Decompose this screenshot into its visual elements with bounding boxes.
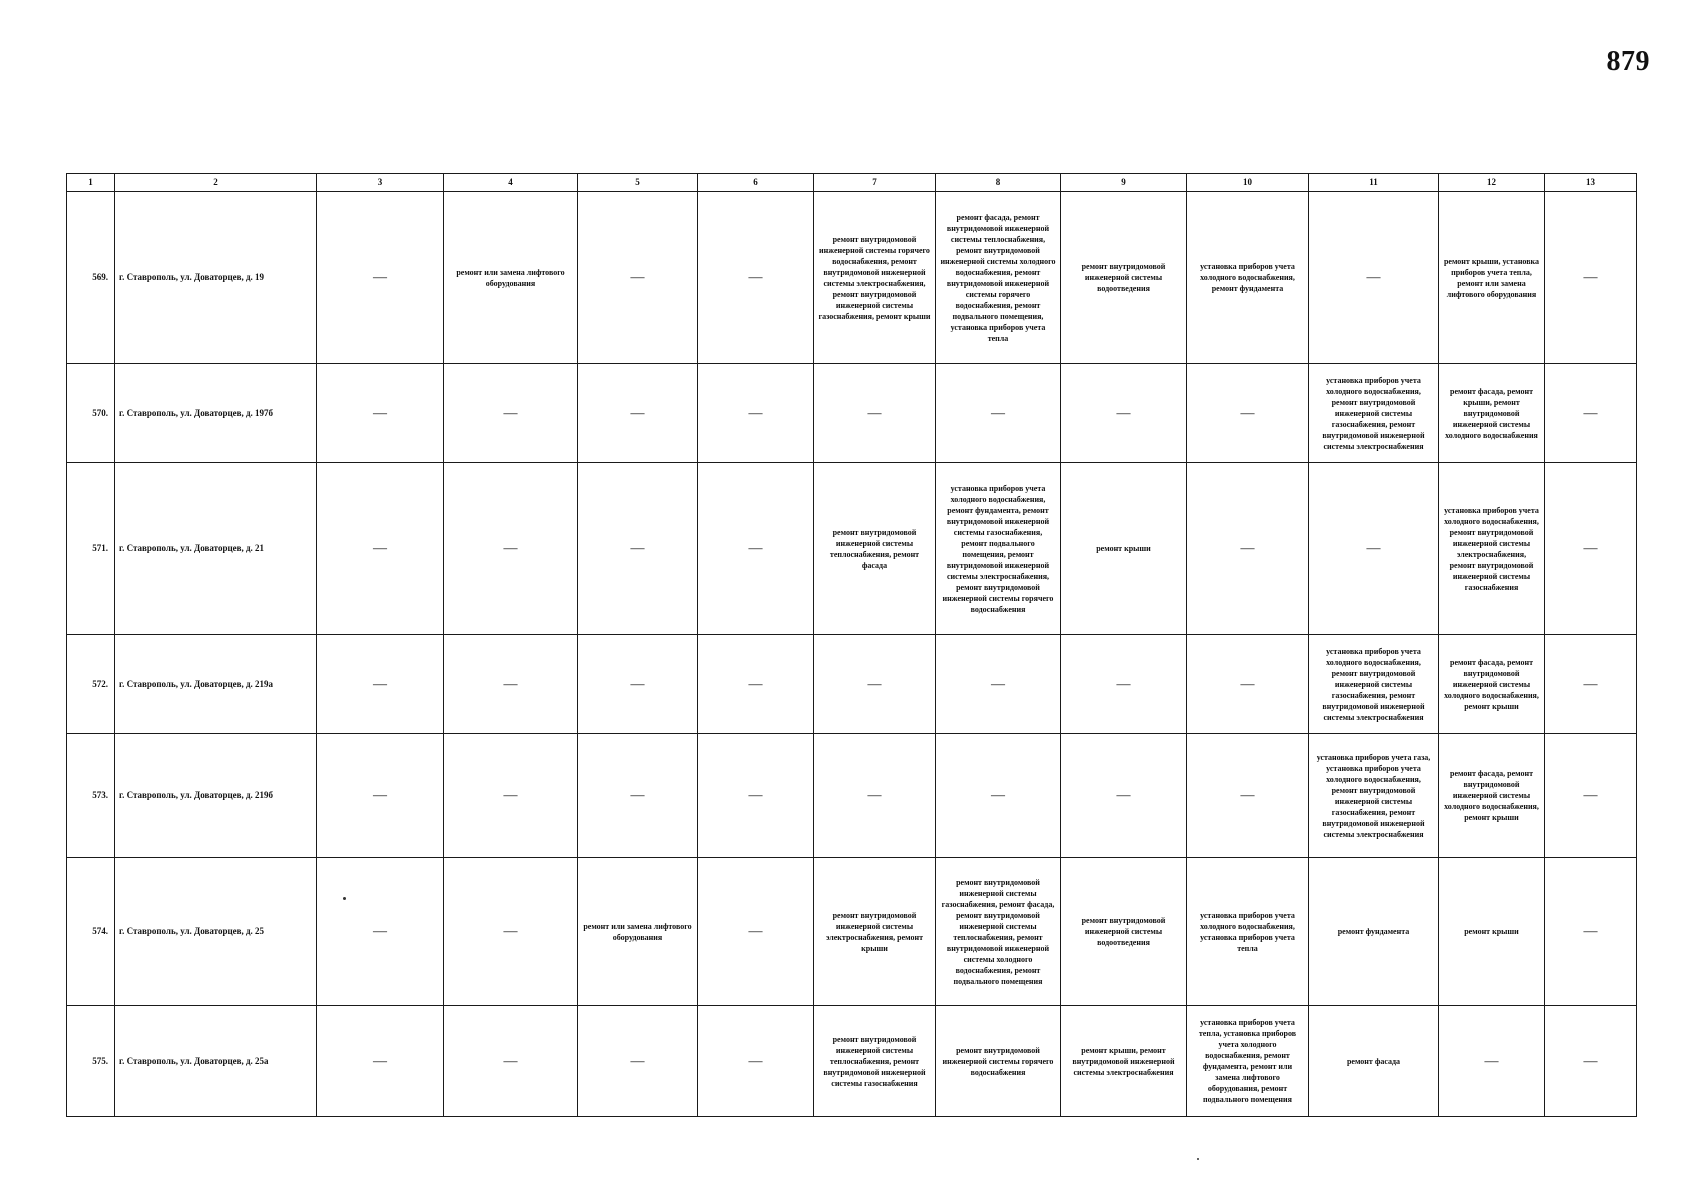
cell-col-12: ремонт крыши, установка приборов учета тепла, ремонт или замена лифтового оборудования	[1439, 192, 1545, 364]
cell-col-7: —	[814, 635, 936, 734]
cell-col-9: —	[1061, 734, 1187, 858]
cell-col-11: установка приборов учета холодного водоснабжения, ремонт внутридомовой инженерной системы газоснабжения, ремонт внутридомовой инженерной системы электроснабжения	[1309, 364, 1439, 463]
cell-col-4: —	[444, 463, 578, 635]
table-row	[67, 635, 1637, 734]
cell-col-4: —	[444, 858, 578, 1006]
cell-col-4: —	[444, 364, 578, 463]
cell-col-10: —	[1187, 635, 1309, 734]
cell-col-10: —	[1187, 463, 1309, 635]
cell-col-3: —	[317, 635, 444, 734]
cell-col-13: —	[1545, 858, 1637, 1006]
cell-col-11: ремонт фундамента	[1309, 858, 1439, 1006]
cell-col-5: —	[578, 1006, 698, 1117]
cell-col-3: —	[317, 364, 444, 463]
column-header: 1	[67, 174, 115, 192]
table-row	[67, 192, 1637, 364]
column-number-row	[67, 174, 1637, 192]
cell-col-13: —	[1545, 364, 1637, 463]
repair-program-table	[66, 173, 1637, 1117]
cell-col-5: —	[578, 635, 698, 734]
cell-col-11: ремонт фасада	[1309, 1006, 1439, 1117]
page-number: 879	[1606, 46, 1650, 77]
cell-col-9: ремонт крыши, ремонт внутридомовой инженерной системы электроснабжения	[1061, 1006, 1187, 1117]
table-row	[67, 734, 1637, 858]
cell-col-11: —	[1309, 463, 1439, 635]
cell-col-9: —	[1061, 635, 1187, 734]
cell-col-7: ремонт внутридомовой инженерной системы теплоснабжения, ремонт внутридомовой инженерной системы газоснабжения	[814, 1006, 936, 1117]
column-header: 6	[698, 174, 814, 192]
cell-col-9: —	[1061, 364, 1187, 463]
cell-col-8: ремонт фасада, ремонт внутридомовой инженерной системы теплоснабжения, ремонт внутридомовой инженерной системы холодного водоснабжения, ремонт внутридомовой инженерной системы горячего водоснабжения, ремонт подвального помещения, установка приборов учета тепла	[936, 192, 1061, 364]
table-row	[67, 364, 1637, 463]
cell-col-11: —	[1309, 192, 1439, 364]
column-header: 13	[1545, 174, 1637, 192]
cell-col-7: ремонт внутридомовой инженерной системы электроснабжения, ремонт крыши	[814, 858, 936, 1006]
cell-col-7: ремонт внутридомовой инженерной системы теплоснабжения, ремонт фасада	[814, 463, 936, 635]
column-header: 4	[444, 174, 578, 192]
cell-col-7: —	[814, 734, 936, 858]
column-header: 8	[936, 174, 1061, 192]
cell-col-9: ремонт внутридомовой инженерной системы водоотведения	[1061, 858, 1187, 1006]
cell-col-6: —	[698, 635, 814, 734]
row-number: 575.	[67, 1006, 115, 1117]
column-header: 9	[1061, 174, 1187, 192]
cell-col-8: установка приборов учета холодного водоснабжения, ремонт фундамента, ремонт внутридомовой инженерной системы газоснабжения, ремонт подвального помещения, ремонт внутридомовой инженерной системы электроснабжения, ремонт внутридомовой инженерной системы горячего водоснабжения	[936, 463, 1061, 635]
column-header: 11	[1309, 174, 1439, 192]
column-header: 12	[1439, 174, 1545, 192]
row-address: г. Ставрополь, ул. Доваторцев, д. 25а	[115, 1006, 317, 1117]
cell-col-6: —	[698, 364, 814, 463]
cell-col-8: ремонт внутридомовой инженерной системы газоснабжения, ремонт фасада, ремонт внутридомовой инженерной системы теплоснабжения, ремонт внутридомовой инженерной системы холодного водоснабжения, ремонт подвального помещения	[936, 858, 1061, 1006]
cell-col-11: установка приборов учета газа, установка приборов учета холодного водоснабжения, ремонт внутридомовой инженерной системы газоснабжения, ремонт внутридомовой инженерной системы электроснабжения	[1309, 734, 1439, 858]
cell-col-4: ремонт или замена лифтового оборудования	[444, 192, 578, 364]
cell-col-12: ремонт фасада, ремонт внутридомовой инженерной системы холодного водоснабжения, ремонт крыши	[1439, 734, 1545, 858]
cell-col-12: ремонт фасада, ремонт крыши, ремонт внутридомовой инженерной системы холодного водоснабжения	[1439, 364, 1545, 463]
cell-col-3: —	[317, 734, 444, 858]
row-address: г. Ставрополь, ул. Доваторцев, д. 219а	[115, 635, 317, 734]
cell-col-9: ремонт крыши	[1061, 463, 1187, 635]
cell-col-7: —	[814, 364, 936, 463]
cell-col-4: —	[444, 635, 578, 734]
cell-col-10: установка приборов учета тепла, установка приборов учета холодного водоснабжения, ремонт фундамента, ремонт или замена лифтового оборудования, ремонт подвального помещения	[1187, 1006, 1309, 1117]
cell-col-13: —	[1545, 192, 1637, 364]
cell-col-12: установка приборов учета холодного водоснабжения, ремонт внутридомовой инженерной системы электроснабжения, ремонт внутридомовой инженерной системы газоснабжения	[1439, 463, 1545, 635]
cell-col-4: —	[444, 1006, 578, 1117]
cell-col-8: —	[936, 734, 1061, 858]
row-address: г. Ставрополь, ул. Доваторцев, д. 219б	[115, 734, 317, 858]
cell-col-10: —	[1187, 364, 1309, 463]
cell-col-5: ремонт или замена лифтового оборудования	[578, 858, 698, 1006]
cell-col-3: —	[317, 858, 444, 1006]
scan-speck	[343, 897, 346, 900]
column-header: 2	[115, 174, 317, 192]
cell-col-13: —	[1545, 1006, 1637, 1117]
cell-col-10: —	[1187, 734, 1309, 858]
column-header: 5	[578, 174, 698, 192]
column-header: 3	[317, 174, 444, 192]
cell-col-7: ремонт внутридомовой инженерной системы горячего водоснабжения, ремонт внутридомовой инженерной системы электроснабжения, ремонт внутридомовой инженерной системы газоснабжения, ремонт крыши	[814, 192, 936, 364]
cell-col-12: —	[1439, 1006, 1545, 1117]
scan-speck	[1197, 1158, 1199, 1160]
table-row	[67, 1006, 1637, 1117]
row-number: 569.	[67, 192, 115, 364]
cell-col-3: —	[317, 192, 444, 364]
cell-col-4: —	[444, 734, 578, 858]
cell-col-5: —	[578, 364, 698, 463]
cell-col-13: —	[1545, 734, 1637, 858]
cell-col-8: ремонт внутридомовой инженерной системы горячего водоснабжения	[936, 1006, 1061, 1117]
table-row	[67, 858, 1637, 1006]
cell-col-13: —	[1545, 463, 1637, 635]
cell-col-3: —	[317, 1006, 444, 1117]
cell-col-3: —	[317, 463, 444, 635]
cell-col-5: —	[578, 463, 698, 635]
cell-col-5: —	[578, 192, 698, 364]
cell-col-8: —	[936, 364, 1061, 463]
cell-col-6: —	[698, 734, 814, 858]
table-row	[67, 463, 1637, 635]
cell-col-13: —	[1545, 635, 1637, 734]
cell-col-5: —	[578, 734, 698, 858]
row-number: 571.	[67, 463, 115, 635]
column-header: 7	[814, 174, 936, 192]
row-address: г. Ставрополь, ул. Доваторцев, д. 25	[115, 858, 317, 1006]
row-number: 572.	[67, 635, 115, 734]
cell-col-6: —	[698, 858, 814, 1006]
cell-col-8: —	[936, 635, 1061, 734]
cell-col-6: —	[698, 463, 814, 635]
row-number: 574.	[67, 858, 115, 1006]
row-address: г. Ставрополь, ул. Доваторцев, д. 21	[115, 463, 317, 635]
cell-col-12: ремонт крыши	[1439, 858, 1545, 1006]
cell-col-10: установка приборов учета холодного водоснабжения, установка приборов учета тепла	[1187, 858, 1309, 1006]
row-number: 570.	[67, 364, 115, 463]
row-number: 573.	[67, 734, 115, 858]
row-address: г. Ставрополь, ул. Доваторцев, д. 197б	[115, 364, 317, 463]
column-header: 10	[1187, 174, 1309, 192]
cell-col-11: установка приборов учета холодного водоснабжения, ремонт внутридомовой инженерной системы газоснабжения, ремонт внутридомовой инженерной системы электроснабжения	[1309, 635, 1439, 734]
cell-col-10: установка приборов учета холодного водоснабжения, ремонт фундамента	[1187, 192, 1309, 364]
cell-col-12: ремонт фасада, ремонт внутридомовой инженерной системы холодного водоснабжения, ремонт крыши	[1439, 635, 1545, 734]
cell-col-6: —	[698, 192, 814, 364]
row-address: г. Ставрополь, ул. Доваторцев, д. 19	[115, 192, 317, 364]
cell-col-9: ремонт внутридомовой инженерной системы водоотведения	[1061, 192, 1187, 364]
cell-col-6: —	[698, 1006, 814, 1117]
